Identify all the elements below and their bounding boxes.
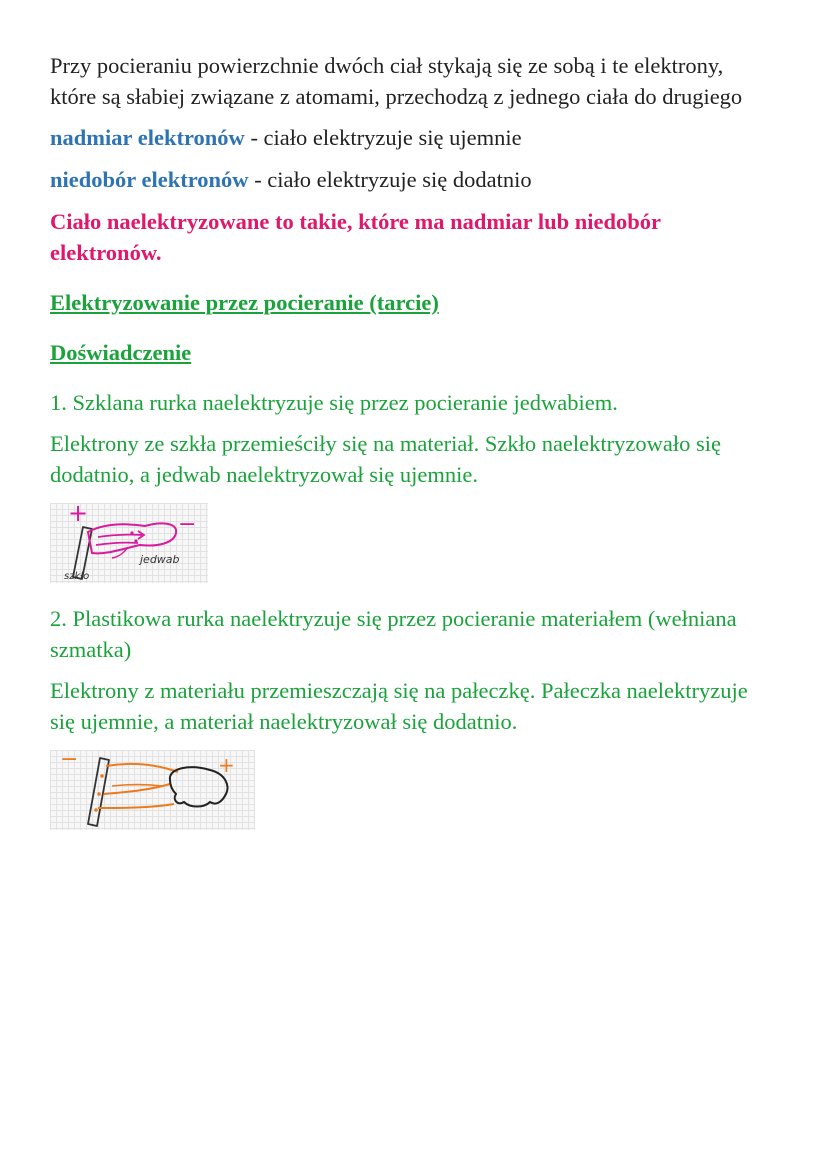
plus-sign: + <box>68 503 89 527</box>
label-glass: szkło <box>64 571 90 582</box>
charge-dot <box>97 792 101 796</box>
charge-dot <box>94 808 98 812</box>
electron-dot <box>134 539 137 542</box>
electron-arrow-drawing <box>106 764 178 772</box>
document-page <box>50 50 770 830</box>
experiment-1-explanation: Elektrony ze szkła przemieściły się na materiał. Szkło naelektryzowało się dodatnio, a jedwab naelektryzował się ujemnie. <box>50 431 721 487</box>
experiment-heading: Doświadczenie <box>50 340 192 365</box>
plastic-rod-drawing <box>88 758 109 826</box>
definition-excess-text: - ciało elektryzuje się ujemnie <box>244 125 522 150</box>
electron-arrow-drawing <box>98 804 174 808</box>
plus-sign: + <box>218 753 235 777</box>
definition-excess-electrons <box>50 122 770 153</box>
electron-arrow-drawing <box>112 785 162 787</box>
experiment-2-explanation: Elektrony z materiału przemieszczają się na pałeczkę. Pałeczka naelektryzuje się ujemnie, a materiał naelektryzował się dodatnio. <box>50 678 748 734</box>
label-silk: jedwab <box>140 553 180 566</box>
charged-body-definition: Ciało naelektryzowane to takie, które ma nadmiar lub niedobór elektronów. <box>50 209 661 265</box>
electron-arrow-drawing <box>96 543 138 545</box>
plastic-rod-wool-sketch <box>50 750 255 830</box>
electron-arrow-drawing <box>98 535 142 537</box>
intro-paragraph: Przy pocieraniu powierzchnie dwóch ciał stykają się ze sobą i te elektrony, które są słabiej związane z atomami, przechodzą z jednego ciała do drugiego <box>50 53 743 109</box>
glass-rod-silk-sketch <box>50 503 208 583</box>
minus-sign: − <box>60 750 79 772</box>
experiment-1-step: 1. Szklana rurka naelektryzuje się przez pocieranie jedwabiem. <box>50 390 618 415</box>
electron-dot <box>130 531 133 534</box>
silk-cloth-drawing <box>88 523 176 553</box>
term-excess-electrons: nadmiar elektronów <box>50 125 245 150</box>
experiment-2-step: 2. Plastikowa rurka naelektryzuje się przez pocieranie materiałem (wełniana szmatka) <box>50 606 737 662</box>
charge-dot <box>100 774 104 778</box>
minus-sign: − <box>178 512 197 537</box>
definition-electron-deficit <box>50 164 770 195</box>
definition-deficit-text: - ciało elektryzuje się dodatnio <box>248 167 532 192</box>
term-electron-deficit: niedobór elektronów <box>50 167 249 192</box>
section-heading: Elektryzowanie przez pocieranie (tarcie) <box>50 290 439 315</box>
